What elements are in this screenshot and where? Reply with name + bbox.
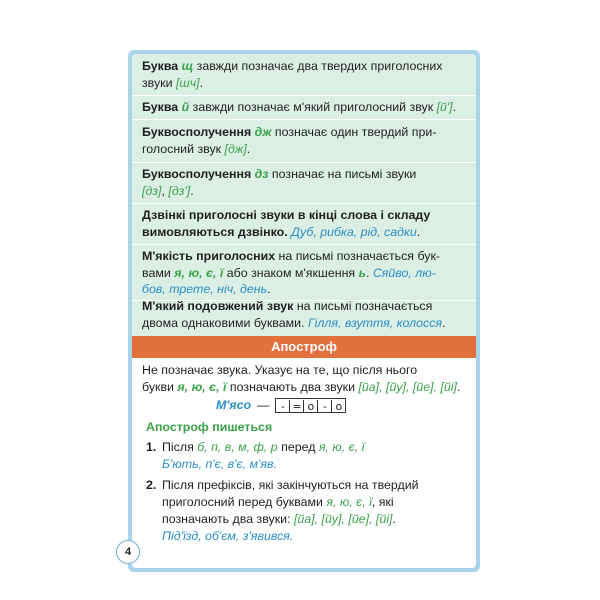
letters: я, ю, є, ї [177, 380, 227, 394]
rule-long [142, 298, 466, 331]
scheme-cell: - [276, 400, 290, 413]
intro-text: букви [142, 380, 178, 394]
rule-text: М'який подовжений звук [142, 299, 294, 313]
rule-dz [142, 166, 466, 199]
scheme-cell: - [318, 400, 332, 413]
intro-line: Не позначає звука. Указує на те, що після нього [142, 363, 418, 377]
letters: я, ю, є, ї [174, 265, 224, 280]
item-text: позначають два звуки: [162, 512, 294, 526]
sound-scheme [216, 398, 346, 416]
letter: ь [358, 265, 366, 280]
rule-voiced [142, 207, 466, 240]
intro-text: позначають два звуки [226, 380, 359, 394]
rule-text: завжди позначає два твердих приголосних [193, 59, 443, 73]
punct: . [452, 100, 457, 114]
scheme-cell: = [290, 400, 304, 413]
punct: . [246, 141, 251, 156]
rule-softness [142, 248, 466, 298]
textbook-page [124, 50, 480, 572]
apostrophe-intro [142, 362, 468, 396]
punct: . [267, 282, 271, 296]
rule-text: Буквосполучення [142, 167, 255, 181]
scheme-word: М'ясо [216, 398, 252, 412]
rule-text: Буквосполучення [142, 125, 255, 139]
punct: . [190, 183, 194, 198]
item-text: Після префіксів, які закінчуються на твердий [162, 478, 419, 492]
letter: щ [181, 59, 194, 73]
rule-text: Буква [142, 100, 182, 114]
rule-text: або знаком м'якшення [223, 265, 359, 280]
item-text: приголосний перед буквами [162, 495, 327, 509]
rule-text: голосний звук [142, 141, 225, 156]
sound: [й'] [436, 100, 453, 114]
rule-text: вимовляються дзвінко. [142, 224, 292, 239]
letters: дж [254, 125, 272, 139]
sounds: [йа], [йу], [йе], [йі] [358, 380, 457, 394]
punct: , [161, 183, 169, 198]
rule-y [142, 99, 466, 116]
scheme-dash: — [257, 398, 270, 412]
scheme-cell: о [304, 400, 318, 413]
page-number: 4 [116, 540, 140, 564]
examples: Під'їзд, об'єм, з'явився. [162, 529, 294, 543]
rule-text: завжди позначає м'який приголосний звук [189, 100, 437, 114]
letters: я, ю, є, ї [326, 495, 372, 509]
sounds: [йа], [йу], [йе], [йі] [293, 512, 393, 526]
item-number: 1. [146, 440, 157, 454]
item-text: перед [277, 440, 319, 454]
punct: . [365, 265, 373, 280]
rule-text: вами [142, 265, 175, 280]
punct: . [416, 224, 421, 239]
item-text: Після [162, 440, 198, 454]
section-header: Апостроф [132, 336, 476, 358]
rule-item-2 [162, 477, 419, 545]
item-text: , які [371, 495, 394, 509]
rule-dzh [142, 124, 466, 157]
scheme-boxes [275, 398, 346, 413]
sound: [шч] [175, 75, 200, 90]
punct: . [392, 512, 396, 526]
letter: й [181, 100, 190, 114]
page-content [132, 54, 476, 568]
subheading: Апостроф пишеться [146, 420, 273, 434]
rule-item-1 [162, 439, 364, 473]
rule-text: звуки [142, 75, 176, 90]
divider [132, 162, 476, 163]
rule-text: позначає на письмі звуки [268, 167, 417, 181]
examples: бов, трете, ніч, день [142, 282, 268, 296]
examples: Гілля, взуття, колосся [307, 315, 443, 330]
rule-text: Буква [142, 59, 182, 73]
examples: Дуб, рибка, рід, садки [291, 224, 417, 239]
letters: я, ю, є, ї [318, 440, 365, 454]
examples: Сяйво, лю- [372, 265, 436, 280]
rule-text: на письмі позначається бук- [275, 249, 441, 263]
rules-block [132, 54, 476, 336]
rule-shch [142, 58, 466, 91]
divider [132, 95, 476, 96]
sound: [дж] [224, 141, 247, 156]
scheme-cell: о [335, 400, 343, 414]
rule-text: позначає один твердий при- [271, 125, 437, 139]
letters: б, п, в, м, ф, р [197, 440, 278, 454]
rule-text: двома однаковими буквами. [142, 315, 308, 330]
examples: Б'ють, п'є, в'є, м'яв. [162, 457, 277, 471]
rule-text: М'якість приголосних [142, 249, 276, 263]
rule-text: на письмі позначається [293, 299, 433, 313]
sound: [дз'] [168, 183, 191, 198]
sound: [дз] [142, 183, 162, 198]
punct: . [442, 315, 446, 330]
punct: . [199, 75, 204, 90]
item-number: 2. [146, 478, 157, 492]
divider [132, 119, 476, 120]
divider [132, 203, 476, 204]
punct: . [456, 380, 461, 394]
letters: дз [254, 167, 269, 181]
divider [132, 244, 476, 245]
rule-text: Дзвінкі приголосні звуки в кінці слова і складу [142, 208, 431, 222]
